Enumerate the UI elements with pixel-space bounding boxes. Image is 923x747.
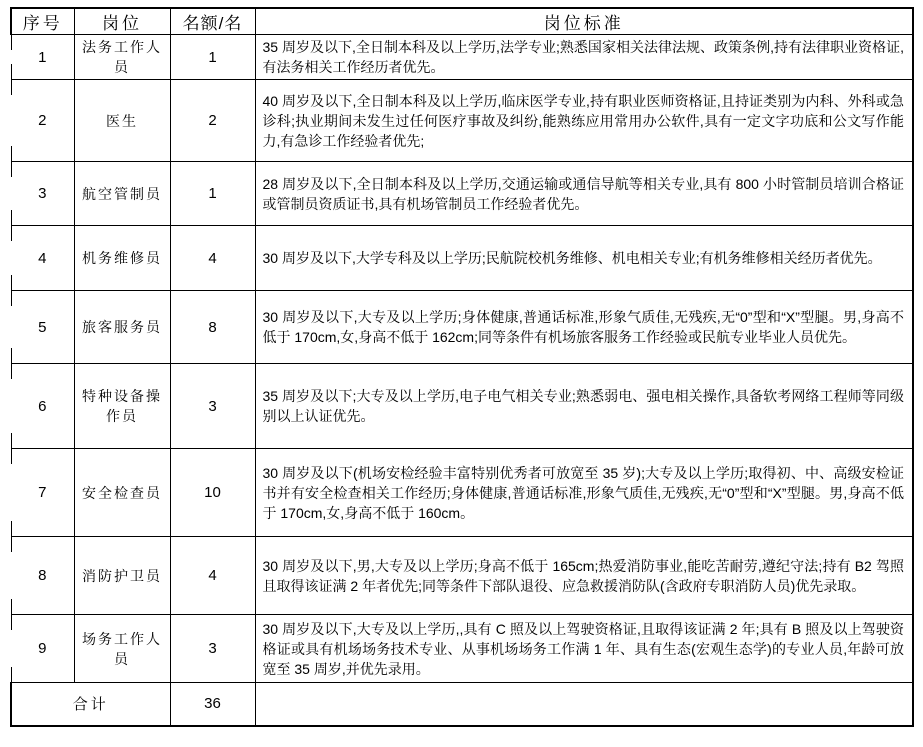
standard-cell: 30 周岁及以下,大专及以上学历;身体健康,普通话标准,形象气质佳,无残疾,无“0”型和“X”型腿。男,身高不低于 170cm,女,身高不低于 162cm;同等条件有机场旅客服务工作经验或民航专业毕业人员优先。 (255, 291, 913, 364)
quota-cell: 4 (170, 226, 255, 291)
header-position: 岗位 (74, 8, 170, 35)
standard-cell: 35 周岁及以下,全日制本科及以上学历,法学专业;熟悉国家相关法律法规、政策条例,持有法律职业资格证,有法务相关工作经历者优先。 (255, 35, 913, 80)
row-number-cell: 5 (11, 291, 74, 364)
row-number-cell: 4 (11, 226, 74, 291)
quota-cell: 2 (170, 80, 255, 162)
quota-cell: 1 (170, 35, 255, 80)
position-cell: 法务工作人员 (74, 35, 170, 80)
standard-cell: 40 周岁及以下,全日制本科及以上学历,临床医学专业,持有职业医师资格证,且持证类别为内科、外科或急诊科;执业期间未发生过任何医疗事故及纠纷,能熟练应用常用办公软件,具有一定文字功底和公文写作能力,有急诊工作经验者优先; (255, 80, 913, 162)
position-cell: 安全检查员 (74, 449, 170, 537)
quota-cell: 10 (170, 449, 255, 537)
row-number-cell: 6 (11, 364, 74, 449)
standard-cell: 30 周岁及以下,大专及以上学历,,具有 C 照及以上驾驶资格证,且取得该证满 2 年;具有 B 照及以上驾驶资格证或具有机场场务技术专业、从事机场场务工作满 1 年、具有生态(宏观生态学)的专业人员,年龄可放宽至 35 周岁,并优先录用。 (255, 615, 913, 683)
total-label: 合计 (11, 683, 170, 726)
position-cell: 特种设备操作员 (74, 364, 170, 449)
table-row (11, 291, 913, 364)
header-standard: 岗位标准 (255, 8, 913, 35)
row-number-cell: 8 (11, 537, 74, 615)
table-row (11, 35, 913, 80)
row-number-cell: 2 (11, 80, 74, 162)
table-row (11, 537, 913, 615)
header-row (11, 8, 913, 35)
position-cell: 医生 (74, 80, 170, 162)
position-cell: 航空管制员 (74, 162, 170, 226)
standard-cell: 30 周岁及以下,大学专科及以上学历;民航院校机务维修、机电相关专业;有机务维修相关经历者优先。 (255, 226, 913, 291)
quota-cell: 1 (170, 162, 255, 226)
row-number-cell: 7 (11, 449, 74, 537)
table-row (11, 364, 913, 449)
table-row (11, 615, 913, 683)
header-quota: 名额/名 (170, 8, 255, 35)
standard-cell: 28 周岁及以下,全日制本科及以上学历,交通运输或通信导航等相关专业,具有 800 小时管制员培训合格证或管制员资质证书,具有机场管制员工作经验者优先。 (255, 162, 913, 226)
total-quota: 36 (170, 683, 255, 726)
position-cell: 旅客服务员 (74, 291, 170, 364)
quota-cell: 8 (170, 291, 255, 364)
quota-cell: 3 (170, 364, 255, 449)
position-cell: 场务工作人员 (74, 615, 170, 683)
total-standard-empty (255, 683, 913, 726)
header-seq: 序号 (11, 8, 74, 35)
total-row (11, 683, 913, 726)
standard-cell: 30 周岁及以下,男,大专及以上学历;身高不低于 165cm;热爱消防事业,能吃苦耐劳,遵纪守法;持有 B2 驾照且取得该证满 2 年者优先;同等条件下部队退役、应急救援消防队(含政府专职消防人员)优先录取。 (255, 537, 913, 615)
table-header (11, 8, 913, 35)
table-footer (11, 683, 913, 726)
row-number-cell: 9 (11, 615, 74, 683)
quota-cell: 3 (170, 615, 255, 683)
table-row (11, 449, 913, 537)
row-number-cell: 3 (11, 162, 74, 226)
table-row (11, 226, 913, 291)
table-body (11, 35, 913, 683)
table-row (11, 80, 913, 162)
table-row (11, 162, 913, 226)
quota-cell: 4 (170, 537, 255, 615)
position-cell: 消防护卫员 (74, 537, 170, 615)
position-cell: 机务维修员 (74, 226, 170, 291)
standard-cell: 35 周岁及以下;大专及以上学历,电子电气相关专业;熟悉弱电、强电相关操作,具备软考网络工程师等同级别以上认证优先。 (255, 364, 913, 449)
recruitment-table (10, 7, 914, 727)
standard-cell: 30 周岁及以下(机场安检经验丰富特别优秀者可放宽至 35 岁);大专及以上学历;取得初、中、高级安检证书并有安全检查相关工作经历;身体健康,普通话标准,形象气质佳,无残疾,无“0”型和“X”型腿。男,身高不低于 170cm,女,身高不低于 160cm。 (255, 449, 913, 537)
row-number-cell: 1 (11, 35, 74, 80)
